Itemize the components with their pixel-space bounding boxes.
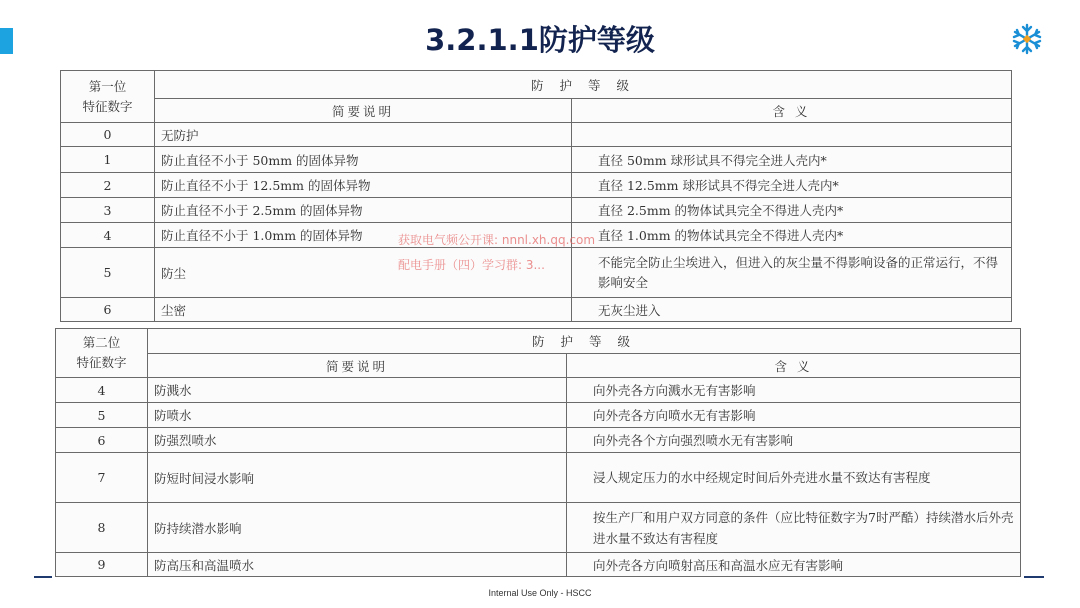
snowflake-logo-icon	[1010, 22, 1044, 56]
table-row: 6 防强烈喷水 向外壳各个方向强烈喷水无有害影响	[56, 428, 1021, 453]
table-row: 0 无防护	[61, 123, 1012, 147]
table-row: 3 防止直径不小于 2.5mm 的固体异物 直径 2.5mm 的物体试具完全不得进人壳内*	[61, 198, 1012, 223]
brief-description-header: 简要说明	[155, 99, 572, 123]
second-digit-protection-table	[55, 328, 1021, 577]
table-row: 4 防溅水 向外壳各方向溅水无有害影响	[56, 378, 1021, 403]
table-row: 4 防止直径不小于 1.0mm 的固体异物 直径 1.0mm 的物体试具完全不得进人壳内*	[61, 223, 1012, 248]
brief-description-header: 简要说明	[148, 354, 567, 378]
protection-level-header: 防 护 等 级	[148, 329, 1021, 354]
table-row: 6 尘密 无灰尘进入	[61, 298, 1012, 322]
first-digit-protection-table	[60, 70, 1012, 322]
meaning-header: 含 义	[572, 99, 1012, 123]
first-digit-header: 第一位 特征数字	[61, 71, 155, 123]
watermark-line-1: 获取电气频公开课: nnnl.xh.qq.com	[398, 233, 596, 247]
table-row: 2 防止直径不小于 12.5mm 的固体异物 直径 12.5mm 球形试具不得完全进人壳内*	[61, 173, 1012, 198]
meaning-header: 含 义	[567, 354, 1021, 378]
table-row: 5 防尘 不能完全防止尘埃进入，但进入的灰尘量不得影响设备的正常运行，不得影响安全	[61, 248, 1012, 298]
table-row: 7 防短时间浸水影响 浸人规定压力的水中经规定时间后外壳进水量不致达有害程度	[56, 453, 1021, 503]
corner-mark-right	[1024, 576, 1044, 578]
table-row: 5 防喷水 向外壳各方向喷水无有害影响	[56, 403, 1021, 428]
corner-mark-left	[34, 576, 52, 578]
slide-title: 3.2.1.1防护等级	[425, 23, 655, 57]
protection-level-header: 防 护 等 级	[155, 71, 1012, 99]
table-row: 8 防持续潜水影响 按生产厂和用户双方同意的条件（应比特征数字为7时严酷）持续潜水后外壳进水量不致达有害程度	[56, 503, 1021, 553]
second-digit-header: 第二位 特征数字	[56, 329, 148, 378]
watermark-line-2: 配电手册（四）学习群: 3...	[398, 258, 545, 272]
table-row: 9 防高压和高温喷水 向外壳各方向喷射高压和高温水应无有害影响	[56, 553, 1021, 577]
footer-text: Internal Use Only - HSCC	[488, 588, 592, 598]
table-row: 1 防止直径不小于 50mm 的固体异物 直径 50mm 球形试具不得完全进人壳内*	[61, 147, 1012, 173]
